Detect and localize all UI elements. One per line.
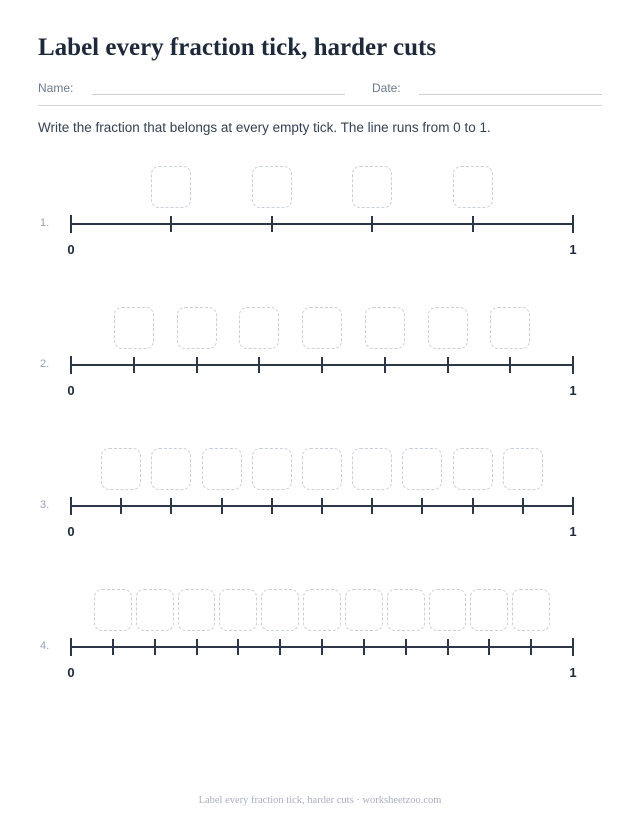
name-label: Name:: [38, 81, 74, 95]
start-label: 0: [67, 665, 75, 680]
answer-box[interactable]: [151, 448, 191, 490]
fraction-tick: [170, 498, 172, 514]
answer-box[interactable]: [219, 589, 257, 631]
answer-box[interactable]: [178, 589, 216, 631]
answer-box[interactable]: [365, 307, 405, 349]
fraction-tick: [237, 639, 239, 655]
fraction-tick: [170, 216, 172, 232]
fraction-tick: [133, 357, 135, 373]
fraction-tick: [321, 357, 323, 373]
end-tick: [70, 497, 72, 515]
answer-box[interactable]: [512, 589, 550, 631]
fraction-tick: [112, 639, 114, 655]
page-footer: Label every fraction tick, harder cuts · worksheetzoo.com: [198, 795, 442, 806]
fraction-tick: [447, 357, 449, 373]
fraction-tick: [371, 498, 373, 514]
end-tick: [70, 638, 72, 656]
fraction-tick: [509, 357, 511, 373]
answer-box[interactable]: [177, 307, 217, 349]
worksheet-title: Label every fraction tick, harder cuts: [38, 34, 437, 61]
header-divider: [38, 105, 602, 106]
start-label: 0: [67, 383, 75, 398]
fraction-tick: [321, 639, 323, 655]
answer-box[interactable]: [387, 589, 425, 631]
answer-box[interactable]: [303, 589, 341, 631]
answer-box[interactable]: [428, 307, 468, 349]
end-tick: [572, 356, 574, 374]
fraction-tick: [530, 639, 532, 655]
fraction-tick: [196, 639, 198, 655]
fraction-tick: [447, 639, 449, 655]
fraction-tick: [196, 357, 198, 373]
answer-box[interactable]: [490, 307, 530, 349]
number-line-problem: [0, 583, 640, 693]
number-line-axis: [71, 223, 573, 225]
end-tick: [572, 497, 574, 515]
answer-box[interactable]: [429, 589, 467, 631]
instructions-text: Write the fraction that belongs at every empty tick. The line runs from 0 to 1.: [38, 120, 491, 135]
end-tick: [70, 356, 72, 374]
answer-box[interactable]: [352, 166, 392, 208]
answer-box[interactable]: [252, 166, 292, 208]
start-label: 0: [67, 524, 75, 539]
fraction-tick: [522, 498, 524, 514]
problem-number: 2.: [40, 358, 50, 370]
answer-box[interactable]: [202, 448, 242, 490]
end-label: 1: [569, 665, 577, 680]
answer-box[interactable]: [94, 589, 132, 631]
end-label: 1: [569, 242, 577, 257]
start-label: 0: [67, 242, 75, 257]
answer-box[interactable]: [101, 448, 141, 490]
end-tick: [572, 215, 574, 233]
answer-box[interactable]: [239, 307, 279, 349]
answer-box[interactable]: [136, 589, 174, 631]
fraction-tick: [472, 216, 474, 232]
fraction-tick: [258, 357, 260, 373]
fraction-tick: [279, 639, 281, 655]
problem-number: 4.: [40, 640, 50, 652]
fraction-tick: [488, 639, 490, 655]
fraction-tick: [321, 498, 323, 514]
end-tick: [70, 215, 72, 233]
fraction-tick: [120, 498, 122, 514]
end-label: 1: [569, 383, 577, 398]
date-field[interactable]: [419, 94, 602, 95]
fraction-tick: [154, 639, 156, 655]
answer-box[interactable]: [345, 589, 383, 631]
answer-box[interactable]: [151, 166, 191, 208]
answer-box[interactable]: [470, 589, 508, 631]
fraction-tick: [221, 498, 223, 514]
answer-box[interactable]: [114, 307, 154, 349]
fraction-tick: [421, 498, 423, 514]
answer-box[interactable]: [453, 448, 493, 490]
answer-box[interactable]: [453, 166, 493, 208]
problem-number: 3.: [40, 499, 50, 511]
fraction-tick: [271, 498, 273, 514]
answer-box[interactable]: [252, 448, 292, 490]
answer-box[interactable]: [503, 448, 543, 490]
name-field[interactable]: [92, 94, 345, 95]
number-line-problem: [0, 301, 640, 411]
answer-box[interactable]: [302, 448, 342, 490]
fraction-tick: [363, 639, 365, 655]
answer-box[interactable]: [352, 448, 392, 490]
number-line-problem: [0, 160, 640, 270]
fraction-tick: [384, 357, 386, 373]
end-tick: [572, 638, 574, 656]
fraction-tick: [405, 639, 407, 655]
fraction-tick: [371, 216, 373, 232]
number-line-problem: [0, 442, 640, 552]
date-label: Date:: [372, 81, 401, 95]
fraction-tick: [472, 498, 474, 514]
fraction-tick: [271, 216, 273, 232]
end-label: 1: [569, 524, 577, 539]
answer-box[interactable]: [402, 448, 442, 490]
answer-box[interactable]: [302, 307, 342, 349]
problem-number: 1.: [40, 217, 50, 229]
answer-box[interactable]: [261, 589, 299, 631]
